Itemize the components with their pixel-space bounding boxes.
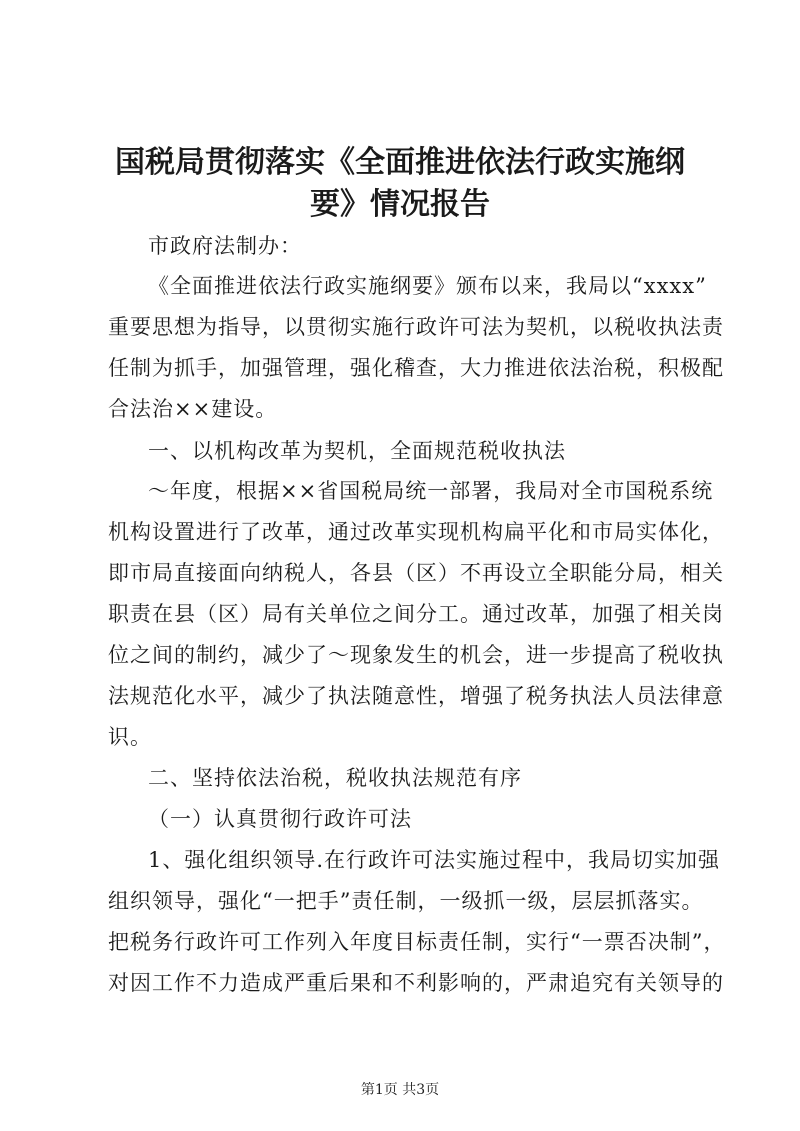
paragraph-line: 任制为抓手，加强管理，强化稽查，大力推进依法治税，积极配 — [108, 356, 724, 380]
salutation: 市政府法制办： — [148, 234, 302, 258]
paragraph-line: 组织领导，强化“一把手”责任制，一级抓一级，层层抓落实。 — [108, 889, 704, 913]
section-heading: 二、坚持依法治税，税收执法规范有序 — [148, 766, 522, 790]
document-title-line-1: 国税局贯彻落实《全面推进依法行政实施纲 — [115, 145, 685, 180]
paragraph-line: 《全面推进依法行政实施纲要》颁布以来，我局以“xxxx” — [148, 274, 707, 298]
paragraph-line: 即市局直接面向纳税人，各县（区）不再设立全职能分局，相关 — [108, 561, 724, 585]
document-title-line-2: 要》情况报告 — [310, 187, 490, 222]
page-number-footer: 第1页 共3页 — [360, 1082, 440, 1098]
section-heading: 一、以机构改革为契机，全面规范税收执法 — [148, 439, 566, 463]
paragraph-line: ～年度，根据××省国税局统一部署，我局对全市国税系统 — [148, 479, 714, 503]
paragraph-line: 职责在县（区）局有关单位之间分工。通过改革，加强了相关岗 — [108, 602, 724, 626]
paragraph-line: 对因工作不力造成严重后果和不利影响的，严肃追究有关领导的 — [108, 971, 724, 995]
paragraph-line: 合法治××建设。 — [108, 397, 278, 421]
paragraph-line: 位之间的制约，减少了～现象发生的机会，进一步提高了税收执 — [108, 643, 724, 667]
paragraph-line: 机构设置进行了改革，通过改革实现机构扁平化和市局实体化， — [108, 520, 724, 544]
paragraph-line: 识。 — [108, 725, 152, 749]
paragraph-line: 把税务行政许可工作列入年度目标责任制，实行“一票否决制”， — [108, 930, 726, 954]
paragraph-line: 1、强化组织领导.在行政许可法实施过程中，我局切实加强 — [148, 848, 721, 872]
subsection-heading: （一）认真贯彻行政许可法 — [148, 807, 412, 831]
paragraph-line: 法规范化水平，减少了执法随意性，增强了税务执法人员法律意 — [108, 684, 724, 708]
paragraph-line: 重要思想为指导，以贯彻实施行政许可法为契机，以税收执法责 — [108, 315, 724, 339]
